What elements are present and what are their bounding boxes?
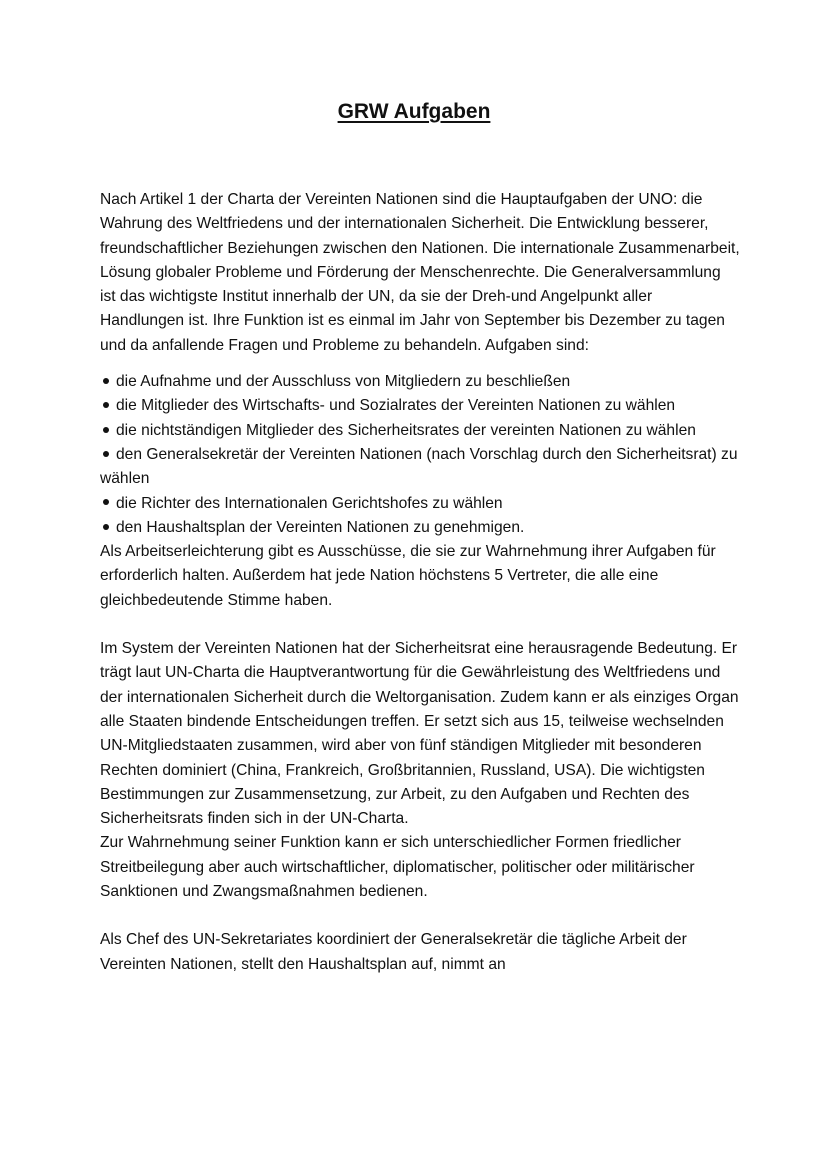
spacer [100, 358, 740, 370]
list-item-text: die Aufnahme und der Ausschluss von Mitgliedern zu beschließen [116, 373, 571, 391]
bullet-icon [103, 524, 109, 530]
bullet-icon [103, 427, 109, 433]
paragraph-security-council: Im System der Vereinten Nationen hat der Sicherheitsrat eine herausragende Bedeutung. Er trägt laut UN-Charta die Hauptverantwortung für die Gewährleistung des Weltfriedens und der internationalen Sicherheit durch die Weltorganisation. Zudem kann er als einziges Organ alle Staaten bindende Entscheidungen treffen. Er setzt sich aus 15, teilweise wechselnden UN-Mitgliedstaaten zusammen, wird aber von fünf ständigen Mitglieder mit besonderen Rechten dominiert (China, Frankreich, Großbritannien, Russland, USA). Die wichtigsten Bestimmungen zur Zusammensetzung, zur Arbeit, zu den Aufgaben und Rechten des Sicherheitsrats finden sich in der UN-Charta. [100, 640, 739, 828]
list-item [100, 443, 740, 492]
paragraph-committees: Als Arbeitserleichterung gibt es Ausschüsse, die sie zur Wahrnehmung ihrer Aufgaben für erforderlich halten. Außerdem hat jede Nation höchstens 5 Vertreter, die alle eine gleichbedeutende Stimme haben. [100, 543, 716, 609]
list-item [100, 394, 740, 418]
paragraph-secretary-general: Als Chef des UN-Sekretariates koordiniert der Generalsekretär die tägliche Arbeit der Vereinten Nationen, stellt den Haushaltsplan auf, nimmt an [100, 931, 687, 973]
spacer [100, 613, 740, 637]
list-item-text: die nichtständigen Mitglieder des Sicherheitsrates der vereinten Nationen zu wählen [116, 421, 696, 439]
spacer [100, 904, 740, 928]
list-item-text: die Richter des Internationalen Gerichtshofes zu wählen [116, 494, 503, 512]
list-item [100, 492, 740, 516]
paragraph-sanctions: Zur Wahrnehmung seiner Funktion kann er sich unterschiedlicher Formen friedlicher Streitbeilegung aber auch wirtschaftlicher, diplomatischer, politischer oder militärischer Sanktionen und Zwangsmaßnahmen bedienen. [100, 834, 695, 901]
list-item [100, 370, 740, 394]
bullet-icon [103, 402, 109, 408]
list-item-text: den Generalsekretär der Vereinten Nationen (nach Vorschlag durch den Sicherheitsrat) zu wählen [100, 445, 738, 488]
document-body [100, 188, 740, 977]
bullet-icon [103, 451, 109, 457]
list-item [100, 516, 740, 540]
paragraph-un-tasks: Nach Artikel 1 der Charta der Vereinten Nationen sind die Hauptaufgaben der UNO: die Wahrung des Weltfriedens und der internationalen Sicherheit. Die Entwicklung besserer, freundschaftlicher Beziehungen zwischen den Nationen. Die internationale Zusammenarbeit, Lösung globaler Probleme und Förderung der Menschenrechte. Die Generalversammlung ist das wichtigste Institut innerhalb der UN, da sie der Dreh-und Angelpunkt aller Handlungen ist. Ihre Funktion ist es einmal im Jahr von September bis Dezember zu tagen und da anfallende Fragen und Probleme zu behandeln. Aufgaben sind: [100, 191, 740, 354]
bullet-icon [103, 499, 109, 505]
tasks-list [100, 370, 740, 540]
bullet-icon [103, 378, 109, 384]
list-item-text: die Mitglieder des Wirtschafts- und Sozialrates der Vereinten Nationen zu wählen [116, 397, 676, 415]
list-item-text: den Haushaltsplan der Vereinten Nationen zu genehmigen. [116, 518, 525, 536]
page-title: GRW Aufgaben [337, 100, 491, 123]
list-item [100, 419, 740, 443]
